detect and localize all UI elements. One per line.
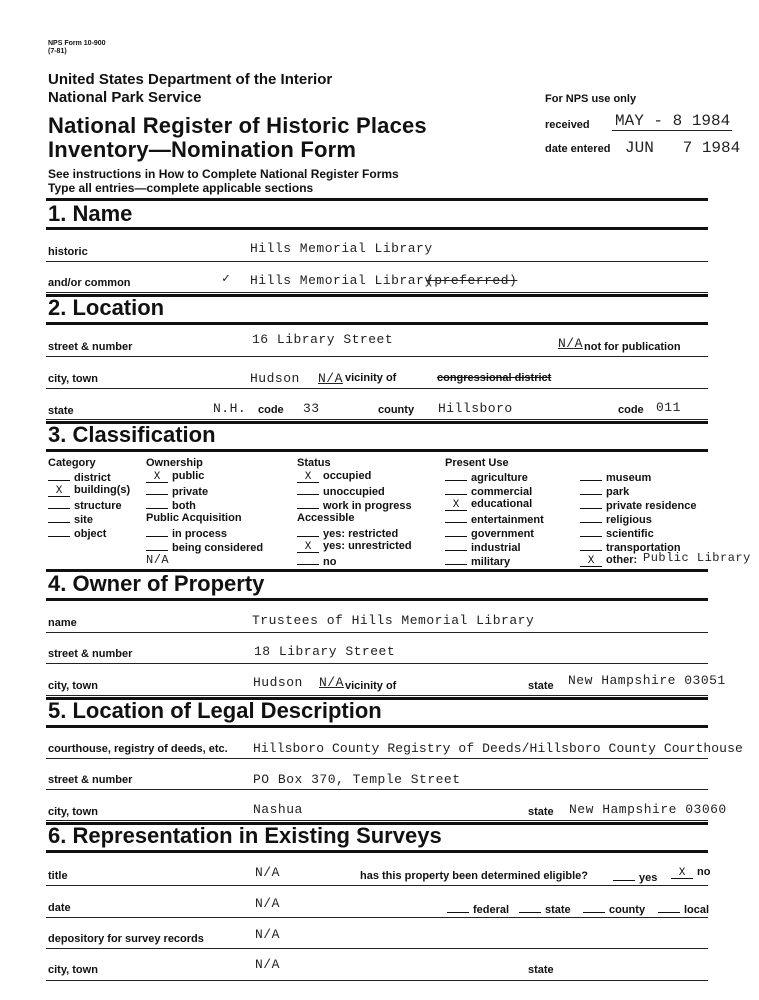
congressional-district-label: congressional district: [437, 372, 552, 384]
section-1-heading: 1. Name: [48, 201, 133, 226]
checkbox-mark: [146, 526, 168, 537]
checkbox-mark: [445, 526, 467, 537]
survey-title-label: title: [48, 870, 68, 882]
row-rule: [46, 632, 708, 633]
checkbox-mark: [48, 526, 70, 537]
checkbox-mark: [580, 498, 602, 509]
ownership-heading: Ownership: [146, 457, 203, 469]
location-state-value[interactable]: N.H.: [213, 401, 247, 416]
row-rule: [46, 292, 708, 293]
checkbox-mark: [445, 540, 467, 551]
checkbox-label: work in progress: [323, 500, 412, 512]
agency-service: National Park Service: [48, 89, 202, 106]
owner-vicinity-label: vicinity of: [345, 680, 397, 692]
checkbox-label: object: [74, 528, 107, 540]
checkbox-label: agriculture: [471, 472, 528, 484]
checkbox-option[interactable]: [445, 512, 544, 526]
form-revision: (7-81): [48, 48, 67, 55]
checkbox-option[interactable]: [445, 498, 532, 511]
checkbox-label: private residence: [606, 500, 697, 512]
county-code-label: code: [618, 404, 644, 416]
checkbox-label: educational: [471, 498, 533, 510]
checkbox-label: being considered: [172, 542, 264, 554]
survey-city-label: city, town: [48, 964, 98, 976]
received-label: received: [545, 119, 590, 131]
checkbox-option[interactable]: [445, 470, 528, 484]
form-subtitle: Inventory—Nomination Form: [48, 137, 357, 162]
checkbox-label: building(s): [74, 484, 131, 496]
public-acquisition-heading: Public Acquisition: [146, 512, 242, 524]
survey-title-value[interactable]: N/A: [255, 865, 280, 880]
checkbox-mark: [297, 526, 319, 537]
checkbox-mark: [48, 512, 70, 523]
checkbox-label: site: [74, 514, 93, 526]
owner-name-label: name: [48, 617, 77, 629]
county-level-label: county: [609, 904, 646, 916]
checkbox-mark: [146, 484, 168, 495]
check-mark-icon: ✓: [222, 271, 231, 286]
received-line: [612, 130, 732, 131]
checkbox-option[interactable]: [146, 470, 204, 483]
owner-name-value[interactable]: Trustees of Hills Memorial Library: [252, 613, 535, 628]
survey-date-value[interactable]: N/A: [255, 896, 280, 911]
checkbox-option[interactable]: [580, 470, 651, 484]
state-option[interactable]: [519, 902, 571, 916]
section-rule: [46, 725, 708, 728]
local-option[interactable]: [658, 902, 709, 916]
row-rule: [46, 980, 708, 981]
row-rule: [46, 663, 708, 664]
section-rule: [46, 598, 708, 601]
checkbox-label: no: [323, 556, 337, 568]
common-name-value[interactable]: Hills Memorial Library: [250, 273, 433, 288]
checkbox-option[interactable]: [146, 498, 196, 512]
present-use-heading: Present Use: [445, 457, 509, 469]
checkbox-label: in process: [172, 528, 228, 540]
state-code-label: code: [258, 404, 284, 416]
section-6-heading: 6. Representation in Existing Surveys: [48, 823, 442, 848]
county-code-value[interactable]: 011: [656, 400, 681, 415]
owner-city-value[interactable]: Hudson: [253, 675, 303, 690]
date-entered-stamp: JUN 7 1984: [625, 139, 741, 157]
public-acquisition-na[interactable]: N/A: [146, 553, 170, 567]
county-label: county: [378, 404, 415, 416]
checkbox-label: entertainment: [471, 514, 544, 526]
checkbox-label: religious: [606, 514, 652, 526]
depository-label: depository for survey records: [48, 933, 204, 945]
checkbox-mark: [445, 484, 467, 495]
checkbox-option[interactable]: [297, 470, 371, 483]
checkbox-option[interactable]: [297, 484, 385, 498]
courthouse-value[interactable]: Hillsboro County Registry of Deeds/Hillsboro County Courthouse: [253, 741, 743, 756]
checkbox-label: government: [471, 528, 534, 540]
eligible-yes-label: yes: [639, 872, 658, 884]
checkbox-mark: [297, 554, 319, 565]
other-use-value[interactable]: Public Library: [643, 551, 751, 565]
section-5-heading: 5. Location of Legal Description: [48, 698, 382, 723]
survey-date-label: date: [48, 902, 71, 914]
checkbox-mark: X: [445, 500, 467, 511]
owner-city-label: city, town: [48, 680, 98, 692]
state-code-value[interactable]: 33: [303, 401, 320, 416]
owner-state-value[interactable]: New Hampshire 03051: [568, 673, 726, 688]
county-option[interactable]: [583, 902, 645, 916]
checkbox-option[interactable]: [48, 498, 122, 512]
status-heading: Status: [297, 457, 331, 469]
row-rule: [46, 917, 708, 918]
checkbox-label: private: [172, 486, 209, 498]
instructions-type: Type all entries—complete applicable sections: [48, 181, 314, 195]
checkbox-mark: X: [297, 472, 319, 483]
location-vicinity-label: vicinity of: [345, 372, 397, 384]
date-entered-label: date entered: [545, 143, 611, 155]
agency-department: United States Department of the Interior: [48, 71, 333, 88]
legal-state-value[interactable]: New Hampshire 03060: [569, 802, 727, 817]
row-rule: [46, 789, 708, 790]
checkbox-mark: [297, 484, 319, 495]
local-label: local: [684, 904, 710, 916]
checkbox-label: both: [172, 500, 196, 512]
checkbox-option[interactable]: [48, 470, 111, 484]
location-street-value[interactable]: 16 Library Street: [252, 332, 394, 347]
checkbox-mark: X: [580, 556, 602, 567]
form-title: National Register of Historic Places: [48, 113, 427, 138]
row-rule: [46, 419, 708, 420]
section-3-heading: 3. Classification: [48, 422, 216, 447]
checkbox-mark: X: [297, 542, 319, 553]
section-rule: [46, 850, 708, 853]
row-rule: [46, 758, 708, 759]
checkbox-label: industrial: [471, 542, 521, 554]
location-city-label: city, town: [48, 373, 98, 385]
checkbox-option[interactable]: [48, 526, 106, 540]
checkbox-label: military: [471, 556, 511, 568]
row-rule: [46, 820, 708, 821]
checkbox-mark: [580, 540, 602, 551]
form-number: NPS Form 10-900: [48, 40, 106, 47]
checkbox-mark: X: [48, 486, 70, 497]
common-name-struck: (preferred): [426, 273, 518, 288]
checkbox-mark: [580, 526, 602, 537]
section-2-heading: 2. Location: [48, 295, 165, 320]
checkbox-label: park: [606, 486, 630, 498]
category-heading: Category: [48, 457, 96, 469]
section-rule: [46, 227, 708, 230]
checkbox-option[interactable]: [445, 540, 521, 554]
legal-street-label: street & number: [48, 774, 133, 786]
checkbox-option[interactable]: [445, 484, 532, 498]
owner-state-label: state: [528, 680, 554, 692]
checkbox-option[interactable]: [445, 526, 534, 540]
row-rule: [46, 948, 708, 949]
state-level-label: state: [545, 904, 571, 916]
checkbox-label: public: [172, 470, 205, 482]
checkbox-label: transportation: [606, 542, 681, 554]
received-stamp: MAY - 8 1984: [615, 112, 731, 130]
location-street-label: street & number: [48, 341, 133, 353]
checkbox-mark: [445, 554, 467, 565]
survey-city-value[interactable]: N/A: [255, 957, 280, 972]
nps-use-label: For NPS use only: [545, 93, 637, 105]
row-rule: [46, 388, 708, 389]
checkbox-option[interactable]: [580, 512, 652, 526]
checkbox-option[interactable]: [580, 484, 629, 498]
not-for-publication-label: not for publication: [584, 341, 681, 353]
county-value[interactable]: Hillsboro: [438, 401, 513, 416]
checkbox-option[interactable]: [146, 540, 263, 554]
checkbox-mark: X: [146, 472, 168, 483]
owner-street-label: street & number: [48, 648, 133, 660]
eligible-yes-option[interactable]: [613, 870, 657, 884]
owner-street-value[interactable]: 18 Library Street: [254, 644, 396, 659]
checkbox-label: district: [74, 472, 111, 484]
checkbox-label: scientific: [606, 528, 654, 540]
checkbox-mark: [445, 512, 467, 523]
row-rule: [46, 261, 708, 262]
federal-option[interactable]: [447, 902, 509, 916]
checkbox-option[interactable]: [48, 512, 93, 526]
location-vicinity-value[interactable]: N/A: [318, 371, 343, 386]
checkbox-option[interactable]: [445, 554, 510, 568]
checkbox-mark: [580, 512, 602, 523]
common-name-label: and/or common: [48, 277, 131, 289]
location-city-value[interactable]: Hudson: [250, 371, 300, 386]
checkbox-label: unoccupied: [323, 486, 385, 498]
checkbox-option[interactable]: [146, 526, 227, 540]
section-4-heading: 4. Owner of Property: [48, 571, 265, 596]
checkbox-label: occupied: [323, 470, 372, 482]
checkbox-label: yes: restricted: [323, 528, 399, 540]
depository-value[interactable]: N/A: [255, 927, 280, 942]
courthouse-label: courthouse, registry of deeds, etc.: [48, 743, 228, 755]
checkbox-mark: [297, 498, 319, 509]
checkbox-option[interactable]: [580, 526, 654, 540]
checkbox-mark: [48, 498, 70, 509]
historic-label: historic: [48, 246, 88, 258]
checkbox-mark: [580, 484, 602, 495]
checkbox-label: structure: [74, 500, 122, 512]
eligible-no-mark: X: [671, 868, 693, 879]
checkbox-option[interactable]: [297, 526, 398, 540]
legal-state-label: state: [528, 806, 554, 818]
eligible-no-option[interactable]: [671, 866, 710, 879]
survey-state-label: state: [528, 964, 554, 976]
row-rule: [46, 695, 708, 696]
eligible-no-label: no: [697, 866, 711, 878]
federal-label: federal: [473, 904, 510, 916]
checkbox-mark: [146, 540, 168, 551]
row-rule: [46, 885, 708, 886]
not-for-publication-value[interactable]: N/A: [558, 336, 583, 351]
accessible-heading: Accessible: [297, 512, 355, 524]
section-rule: [46, 449, 708, 452]
instructions: See instructions in How to Complete National Register Forms: [48, 167, 399, 181]
checkbox-label: yes: unrestricted: [323, 540, 412, 552]
checkbox-mark: [146, 498, 168, 509]
legal-city-value[interactable]: Nashua: [253, 802, 303, 817]
owner-vicinity-value[interactable]: N/A: [319, 675, 344, 690]
checkbox-mark: [580, 470, 602, 481]
checkbox-label: other:: [606, 554, 638, 566]
checkbox-option[interactable]: [48, 484, 130, 497]
checkbox-option[interactable]: [580, 554, 637, 567]
checkbox-mark: [445, 470, 467, 481]
historic-value[interactable]: Hills Memorial Library: [250, 241, 433, 256]
location-state-label: state: [48, 405, 74, 417]
checkbox-option[interactable]: [146, 484, 208, 498]
checkbox-label: commercial: [471, 486, 533, 498]
checkbox-mark: [48, 470, 70, 481]
checkbox-option[interactable]: [297, 540, 412, 553]
eligible-question: has this property been determined eligible?: [360, 870, 588, 882]
checkbox-label: museum: [606, 472, 652, 484]
checkbox-option[interactable]: [297, 498, 412, 512]
section-rule: [46, 198, 708, 201]
legal-street-value[interactable]: PO Box 370, Temple Street: [253, 772, 461, 787]
row-rule: [46, 356, 708, 357]
legal-city-label: city, town: [48, 806, 98, 818]
section-rule: [46, 322, 708, 325]
checkbox-option[interactable]: [297, 554, 336, 568]
checkbox-option[interactable]: [580, 498, 697, 512]
